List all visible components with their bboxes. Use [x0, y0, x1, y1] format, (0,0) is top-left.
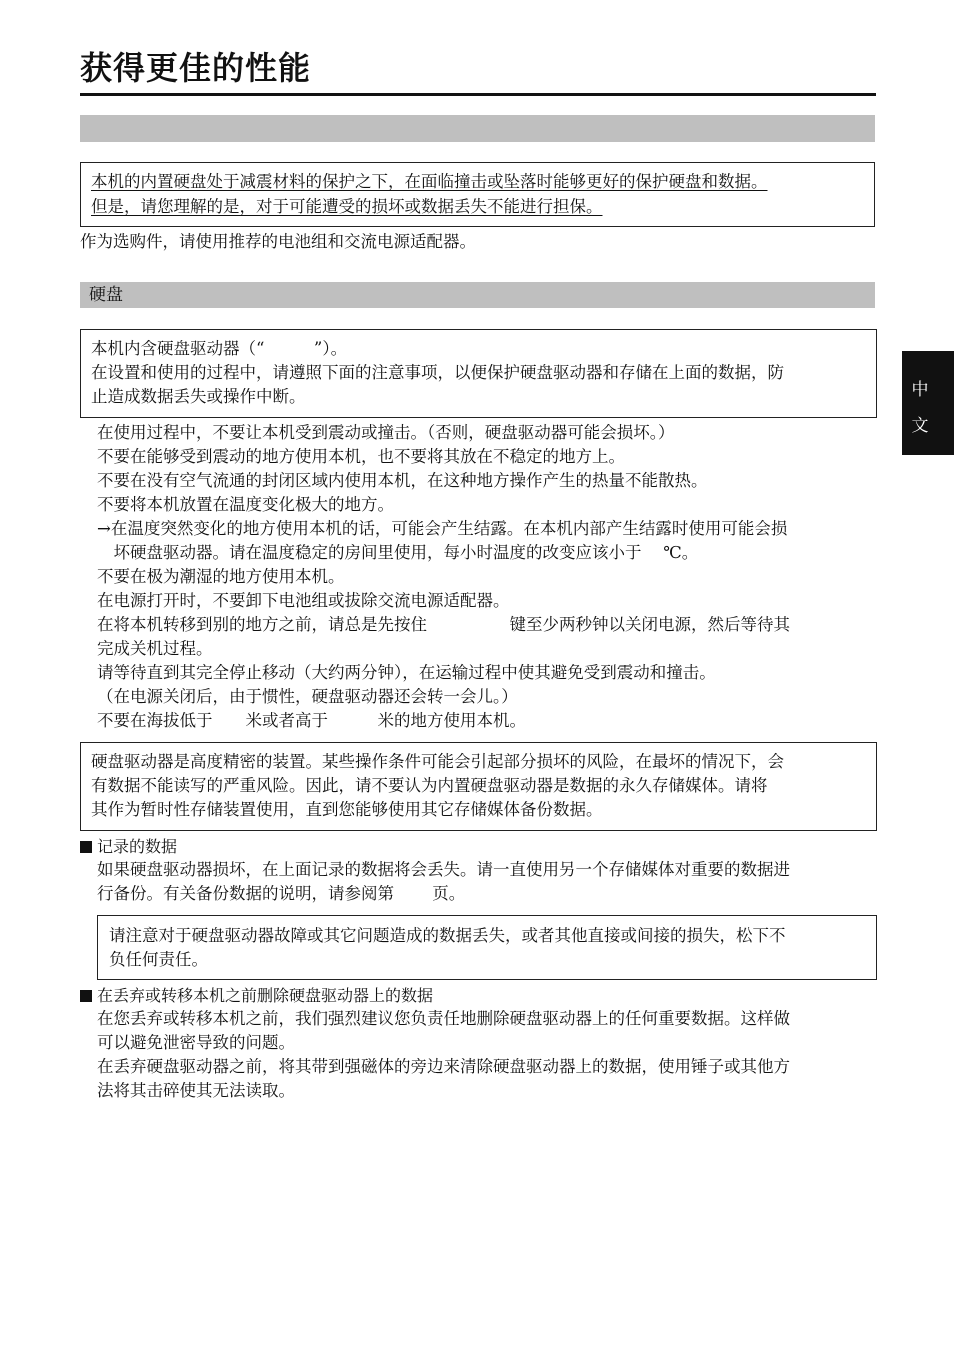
language-tab-char: 文	[911, 416, 929, 436]
hdd-box-line: 止造成数据丢失或操作中断。	[91, 387, 306, 406]
precaution-line: 完成关机过程。	[97, 639, 213, 658]
recorded-data-line: 如果硬盘驱动器损坏，在上面记录的数据将会丢失。请一直使用另一个存储媒体对重要的数据进	[97, 860, 790, 879]
square-bullet-icon	[80, 990, 92, 1002]
precaution-line: 不要在能够受到震动的地方使用本机，也不要将其放在不稳定的地方上。	[97, 447, 625, 466]
liability-line: 负任何责任。	[109, 950, 208, 969]
precision-line: 其作为暂时性存储装置使用，直到您能够使用其它存储媒体备份数据。	[91, 800, 603, 819]
language-tab	[902, 351, 954, 455]
language-tab-char: 中	[911, 380, 929, 400]
liability-line: 请注意对于硬盘驱动器故障或其它问题造成的数据丢失，或者其他直接或间接的损失，松下不	[109, 926, 786, 945]
square-bullet-icon	[80, 841, 92, 853]
precaution-line: 请等待直到其完全停止移动（大约两分钟），在运输过程中使其避免受到震动和撞击。	[97, 663, 716, 682]
page-title: 获得更佳的性能	[80, 49, 312, 87]
delete-data-heading	[80, 985, 433, 1007]
precaution-line: 坏硬盘驱动器。请在温度稳定的房间里使用，每小时温度的改变应该小于 ℃。	[97, 543, 699, 562]
delete-data-line: 在您丢弃或转移本机之前，我们强烈建议您负责任地删除硬盘驱动器上的任何重要数据。这样做	[97, 1009, 790, 1028]
precaution-line: 在使用过程中，不要让本机受到震动或撞击。（否则，硬盘驱动器可能会损坏。）	[97, 423, 675, 442]
hdd-heading: 硬盘	[89, 285, 123, 305]
precaution-line: 不要在海拔低于 米或者高于 米的地方使用本机。	[97, 711, 526, 730]
intro-line: 本机的内置硬盘处于减震材料的保护之下，在面临撞击或坠落时能够更好的保护硬盘和数据。	[91, 172, 768, 191]
delete-data-heading-text: 在丢弃或转移本机之前删除硬盘驱动器上的数据	[97, 986, 434, 1005]
title-divider	[80, 93, 876, 96]
precaution-line: 不要在极为潮湿的地方使用本机。	[97, 567, 345, 586]
precaution-line: 在将本机转移到别的地方之前，请总是先按住 键至少两秒钟以关闭电源，然后等待其	[97, 615, 790, 634]
hdd-box-line: 本机内含硬盘驱动器（“ ”）。	[91, 339, 348, 358]
precaution-line: 在电源打开时，不要卸下电池组或拔除交流电源适配器。	[97, 591, 510, 610]
hdd-notice-box	[80, 329, 877, 418]
hdd-box-line: 在设置和使用的过程中，请遵照下面的注意事项，以便保护硬盘驱动器和存储在上面的数据，防	[91, 363, 784, 382]
delete-data-line: 在丢弃硬盘驱动器之前，将其带到强磁体的旁边来清除硬盘驱动器上的数据，使用锤子或其他方	[97, 1057, 790, 1076]
recorded-data-line: 行备份。有关备份数据的说明，请参阅第 页。	[97, 884, 466, 903]
intro-notice-box	[80, 162, 875, 227]
precision-line: 硬盘驱动器是高度精密的装置。某些操作条件可能会引起部分损坏的风险，在最坏的情况下，会	[91, 752, 784, 771]
delete-data-line: 可以避免泄密导致的问题。	[97, 1033, 295, 1052]
battery-note: 作为选购件，请使用推荐的电池组和交流电源适配器。	[80, 232, 476, 251]
recorded-data-heading	[80, 836, 177, 858]
precision-line: 有数据不能读写的严重风险。因此，请不要认为内置硬盘驱动器是数据的永久存储媒体。请将	[91, 776, 768, 795]
precaution-line: →在温度突然变化的地方使用本机的话，可能会产生结露。在本机内部产生结露时使用可能会损	[97, 519, 788, 538]
precaution-line: 不要在没有空气流通的封闭区域内使用本机，在这种地方操作产生的热量不能散热。	[97, 471, 708, 490]
precision-warning-box	[80, 742, 877, 831]
precaution-line: （在电源关闭后，由于惯性，硬盘驱动器还会转一会儿。）	[97, 687, 518, 706]
delete-data-line: 法将其击碎使其无法读取。	[97, 1081, 295, 1100]
liability-box	[97, 915, 877, 980]
recorded-data-heading-text: 记录的数据	[97, 837, 178, 856]
precaution-line: 不要将本机放置在温度变化极大的地方。	[97, 495, 394, 514]
intro-line: 但是，请您理解的是，对于可能遭受的损坏或数据丢失不能进行担保。	[91, 197, 603, 216]
section-bar	[80, 115, 875, 142]
hdd-section-bar	[80, 282, 875, 308]
